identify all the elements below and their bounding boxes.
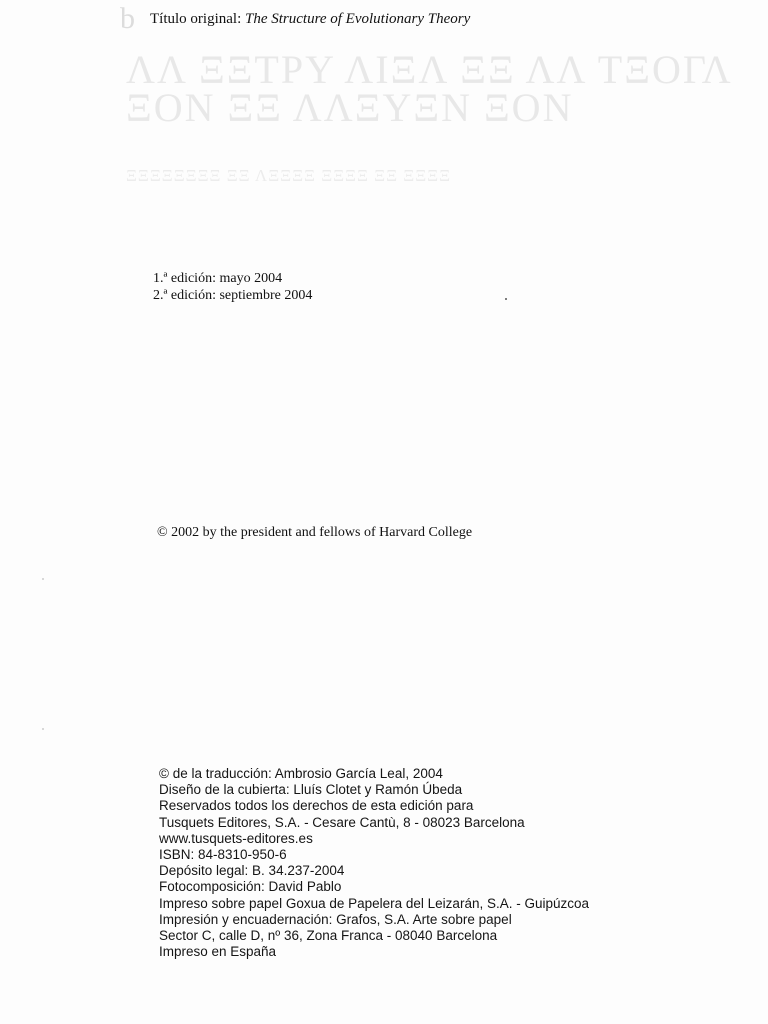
- bleed-through-title-line: ΞΟΝ ΞΞ ΛΛΞΥΞΝ ΞΟΝ: [126, 85, 574, 130]
- original-title-value: The Structure of Evolutionary Theory: [245, 11, 471, 27]
- printer-address: Sector C, calle D, nº 36, Zona Franca - 08040 Barcelona: [159, 928, 498, 944]
- publisher-address: Tusquets Editores, S.A. - Cesare Cantù, 8 - 08023 Barcelona: [159, 814, 525, 830]
- original-title: [150, 11, 470, 28]
- original-copyright-notice: © 2002 by the president and fellows of Harvard College: [157, 525, 473, 540]
- publication-credits: [159, 766, 589, 960]
- printed-in: Impreso en España: [159, 944, 277, 960]
- typesetting-credit: Fotocomposición: David Pablo: [159, 879, 342, 895]
- original-title-label: Título original:: [150, 11, 242, 27]
- printing-binding-credit: Impresión y encuadernación: Grafos, S.A. Arte sobre papel: [159, 911, 512, 927]
- scan-speck: [42, 728, 44, 730]
- rights-reserved-line: Reservados todos los derechos de esta edición para: [159, 798, 474, 814]
- cover-design-credit: Diseño de la cubierta: Lluís Clotet y Ramón Úbeda: [159, 782, 463, 798]
- legal-deposit: Depósito legal: B. 34.237-2004: [159, 863, 345, 879]
- translation-copyright: © de la traducción: Ambrosio García Leal, 2004: [159, 766, 443, 781]
- edition-entry: 2.ª edición: septiembre 2004: [153, 288, 313, 303]
- edition-entry: 1.ª edición: mayo 2004: [153, 271, 283, 286]
- isbn: ISBN: 84-8310-950-6: [159, 847, 287, 863]
- scan-speck: [42, 578, 44, 580]
- scan-speck: [505, 298, 507, 300]
- paper-credit: Impreso sobre papel Goxua de Papelera del Leizarán, S.A. - Guipúzcoa: [159, 895, 590, 911]
- bleed-through-title-line: ΛΛ ΞΞΤΡΥ ΛΙΞΛ ΞΞ ΛΛ ΤΞΟΓΛ: [126, 47, 733, 92]
- bleed-through-mark: b: [120, 2, 137, 35]
- bleed-through-subtitle-line: ΞΞΞΞΞΞΞΞ ΞΞ ΛΞΞΞΞ ΞΞΞΞ ΞΞ ΞΞΞΞ: [126, 166, 452, 185]
- publisher-website: www.tusquets-editores.es: [159, 830, 313, 846]
- edition-list: [153, 270, 312, 304]
